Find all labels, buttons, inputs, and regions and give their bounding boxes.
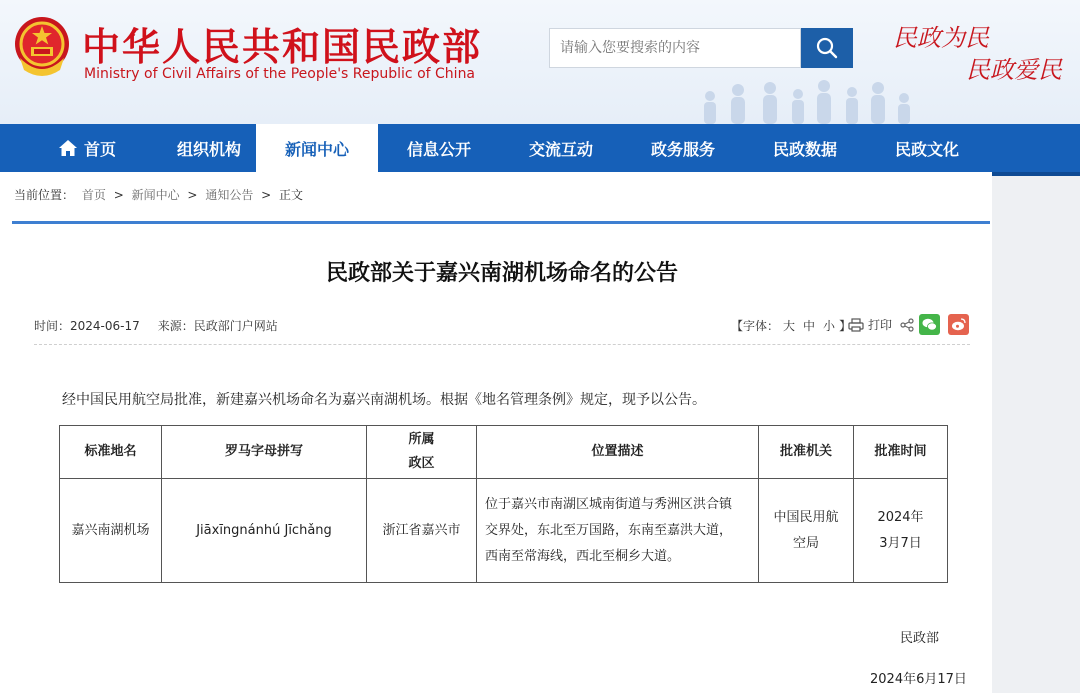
- site-title-en: Ministry of Civil Affairs of the People's Republic of China: [84, 66, 476, 82]
- wechat-icon: [922, 318, 937, 331]
- font-size-close: 】: [839, 319, 852, 333]
- printer-icon: [848, 318, 864, 332]
- breadcrumb-separator: >: [113, 188, 124, 202]
- search-icon: [816, 37, 838, 59]
- nav-item-label: 政务服务: [650, 139, 715, 159]
- home-icon: [58, 139, 78, 157]
- column-header: [367, 426, 477, 479]
- signature-date: 2024年6月17日: [870, 672, 967, 687]
- cell-roman-spelling: Jiāxīngnánhú Jīchǎng: [162, 479, 367, 583]
- font-size-large-button[interactable]: 大: [783, 319, 796, 333]
- nav-item-label: 民政文化: [894, 139, 959, 159]
- nav-item-label: 组织机构: [176, 139, 241, 159]
- article-meta: [34, 317, 278, 334]
- nav-item-label: 交流互动: [528, 139, 593, 159]
- nav-item-interaction[interactable]: [500, 124, 622, 172]
- column-header: 批准时间: [854, 426, 948, 479]
- breadcrumb-news-center[interactable]: 新闻中心: [131, 188, 180, 202]
- breadcrumb-prefix: 当前位置：: [14, 188, 75, 202]
- column-header-line: 政区: [408, 456, 435, 471]
- publish-time: 时间：2024-06-17: [34, 319, 140, 333]
- font-size-small-button[interactable]: 小: [823, 319, 836, 333]
- nav-item-gov-services[interactable]: [622, 124, 744, 172]
- nav-item-label: 新闻中心: [284, 139, 349, 159]
- cell-region: 浙江省嘉兴市: [367, 479, 477, 583]
- article-title: 民政部关于嘉兴南湖机场命名的公告: [325, 261, 678, 286]
- nav-item-label: 民政数据: [772, 139, 837, 159]
- print-button[interactable]: [848, 316, 892, 333]
- intro-paragraph: 经中国民用航空局批准，新建嘉兴机场命名为嘉兴南湖机场。根据《地名管理条例》规定，现予以公告。: [62, 392, 706, 408]
- title-divider: [12, 221, 990, 224]
- wechat-share-button[interactable]: [919, 314, 940, 335]
- nav-item-culture[interactable]: [866, 124, 988, 172]
- cell-standard-name: 嘉兴南湖机场: [60, 479, 162, 583]
- desc-line: 西南至常海线，西北至桐乡大道。: [485, 548, 681, 564]
- search-input[interactable]: [549, 28, 801, 68]
- table-row: [60, 479, 948, 583]
- nav-item-organization[interactable]: [148, 124, 270, 172]
- desc-line: 交界处，东北至万国路，东南至嘉洪大道，: [485, 522, 733, 538]
- placename-table: [59, 425, 948, 583]
- people-silhouette-decoration: [690, 76, 920, 124]
- column-header: 位置描述: [477, 426, 759, 479]
- cell-location-description: [477, 479, 759, 583]
- search-button[interactable]: [801, 28, 853, 68]
- slogan-line1: 民政为民: [893, 24, 989, 52]
- table-header-row: [60, 426, 948, 479]
- slogan-line2: 民政爱民: [966, 56, 1062, 84]
- column-header: 标准地名: [60, 426, 162, 479]
- cell-approval-date: [854, 479, 948, 583]
- desc-line: 位于嘉兴市南湖区城南街道与秀洲区洪合镇: [485, 496, 733, 512]
- nav-item-label: 首页: [83, 139, 116, 159]
- share-icon[interactable]: [900, 318, 914, 332]
- breadcrumb-home[interactable]: 首页: [81, 188, 106, 202]
- signature-org: 民政部: [900, 631, 940, 646]
- column-header: 罗马字母拼写: [162, 426, 367, 479]
- breadcrumb-separator: >: [187, 188, 198, 202]
- font-size-controls: [731, 317, 851, 334]
- weibo-icon: [951, 318, 966, 331]
- breadcrumb-separator: >: [261, 188, 272, 202]
- print-label: 打印: [868, 318, 893, 332]
- site-header: [0, 0, 1080, 124]
- column-header-line: 所属: [408, 432, 435, 447]
- breadcrumb: [14, 186, 307, 203]
- nav-item-home[interactable]: [26, 124, 148, 172]
- column-header: 批准机关: [759, 426, 854, 479]
- meta-divider: [34, 344, 970, 345]
- nav-item-news-center[interactable]: [256, 124, 378, 172]
- nav-item-info-public[interactable]: [378, 124, 500, 172]
- site-title-cn[interactable]: 中华人民共和国民政部: [82, 24, 483, 69]
- breadcrumb-notices[interactable]: 通知公告: [205, 188, 254, 202]
- authority-line: 中国民用航: [773, 509, 839, 525]
- breadcrumb-current: 正文: [279, 188, 304, 202]
- weibo-share-button[interactable]: [948, 314, 969, 335]
- font-size-label: 【字体：: [731, 319, 780, 333]
- date-line: 2024年: [877, 509, 924, 525]
- main-nav: [0, 124, 1080, 176]
- article-source: 来源：民政部门户网站: [157, 319, 278, 333]
- nav-item-label: 信息公开: [406, 139, 471, 159]
- nav-item-data[interactable]: [744, 124, 866, 172]
- national-emblem-icon[interactable]: [12, 14, 72, 78]
- font-size-medium-button[interactable]: 中: [803, 319, 816, 333]
- date-line: 3月7日: [879, 535, 922, 551]
- cell-approving-authority: [759, 479, 854, 583]
- authority-line: 空局: [792, 535, 819, 551]
